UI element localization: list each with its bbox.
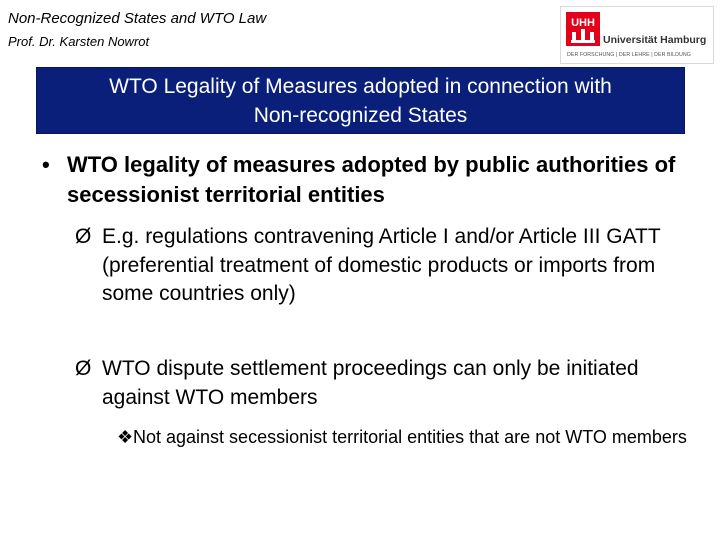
slide-title-band	[36, 67, 685, 134]
bullet-level1-text: WTO legality of measures adopted by public authorities of secessionist territorial entities	[67, 152, 676, 207]
logo-name: Universität Hamburg	[603, 34, 707, 46]
university-logo	[560, 6, 714, 64]
logo-tagline: DER FORSCHUNG | DER LEHRE | DER BILDUNG	[567, 52, 691, 58]
slide-title-line2: Non-recognized States	[253, 104, 468, 127]
slide-title-line1: WTO Legality of Measures adopted in connection with	[109, 75, 612, 98]
bullet-level2-item	[75, 223, 700, 309]
header-title: Non-Recognized States and WTO Law	[8, 10, 267, 27]
arrow-bullet-icon: Ø	[75, 357, 92, 380]
bullet-level3	[117, 425, 702, 449]
diamond-bullet-icon: ❖	[117, 427, 134, 447]
bullet-level2-text: E.g. regulations contravening Article I and/or Article III GATT (preferential treatment of domestic products or imports from some countries only)	[102, 225, 661, 305]
bullet-level2-text: WTO dispute settlement proceedings can only be initiated against WTO members	[102, 357, 639, 409]
uhh-logo-mark	[566, 12, 600, 46]
bullet-level1	[42, 150, 702, 210]
header-subtitle: Prof. Dr. Karsten Nowrot	[8, 34, 150, 49]
bullet-dot-icon: •	[42, 152, 50, 177]
arrow-bullet-icon: Ø	[75, 225, 92, 248]
bullet-level3-text: Not against secessionist territorial entities that are not WTO members	[133, 427, 687, 447]
svg-text:UHH: UHH	[571, 17, 595, 29]
bullet-level2-item	[75, 355, 700, 412]
